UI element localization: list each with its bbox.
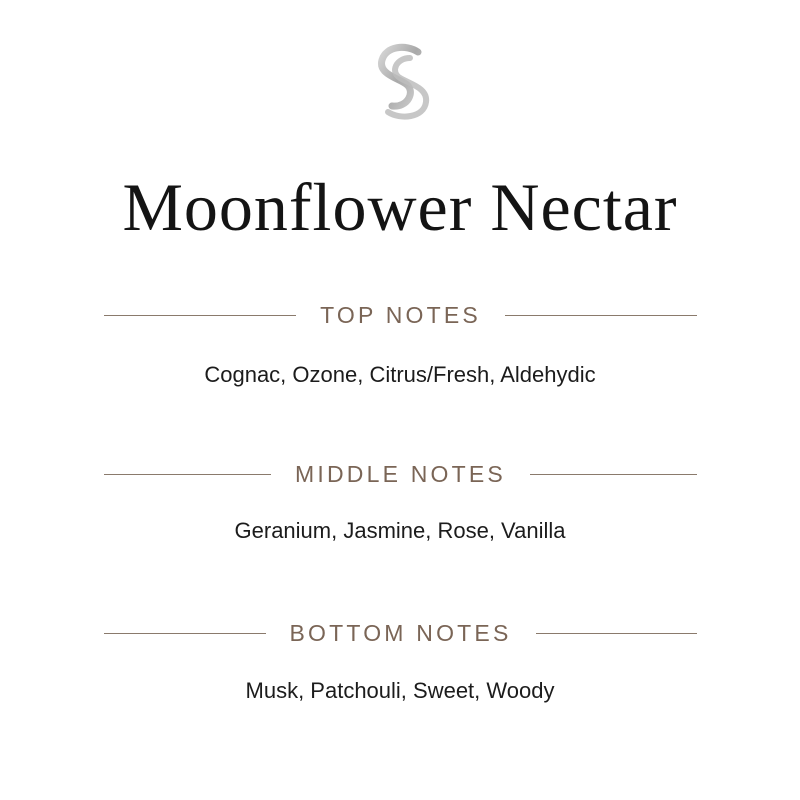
bottom-notes-list: Musk, Patchouli, Sweet, Woody [245,678,555,703]
top-notes-list: Cognac, Ozone, Citrus/Fresh, Aldehydic [204,362,596,387]
divider-left [104,633,266,634]
s-monogram-logo-icon [368,42,436,122]
middle-notes-list: Geranium, Jasmine, Rose, Vanilla [234,518,566,543]
bottom-notes-heading: BOTTOM NOTES [289,619,512,646]
divider-right [505,315,697,316]
divider-left [104,474,271,475]
divider-right [536,633,698,634]
divider-left [104,315,296,316]
bottom-notes-header [104,618,697,648]
top-notes-heading: TOP NOTES [320,301,481,328]
product-title: Moonflower Nectar [122,169,678,245]
top-notes-header [104,300,697,330]
middle-notes-heading: MIDDLE NOTES [295,460,506,487]
middle-notes-header [104,459,697,489]
divider-right [530,474,697,475]
